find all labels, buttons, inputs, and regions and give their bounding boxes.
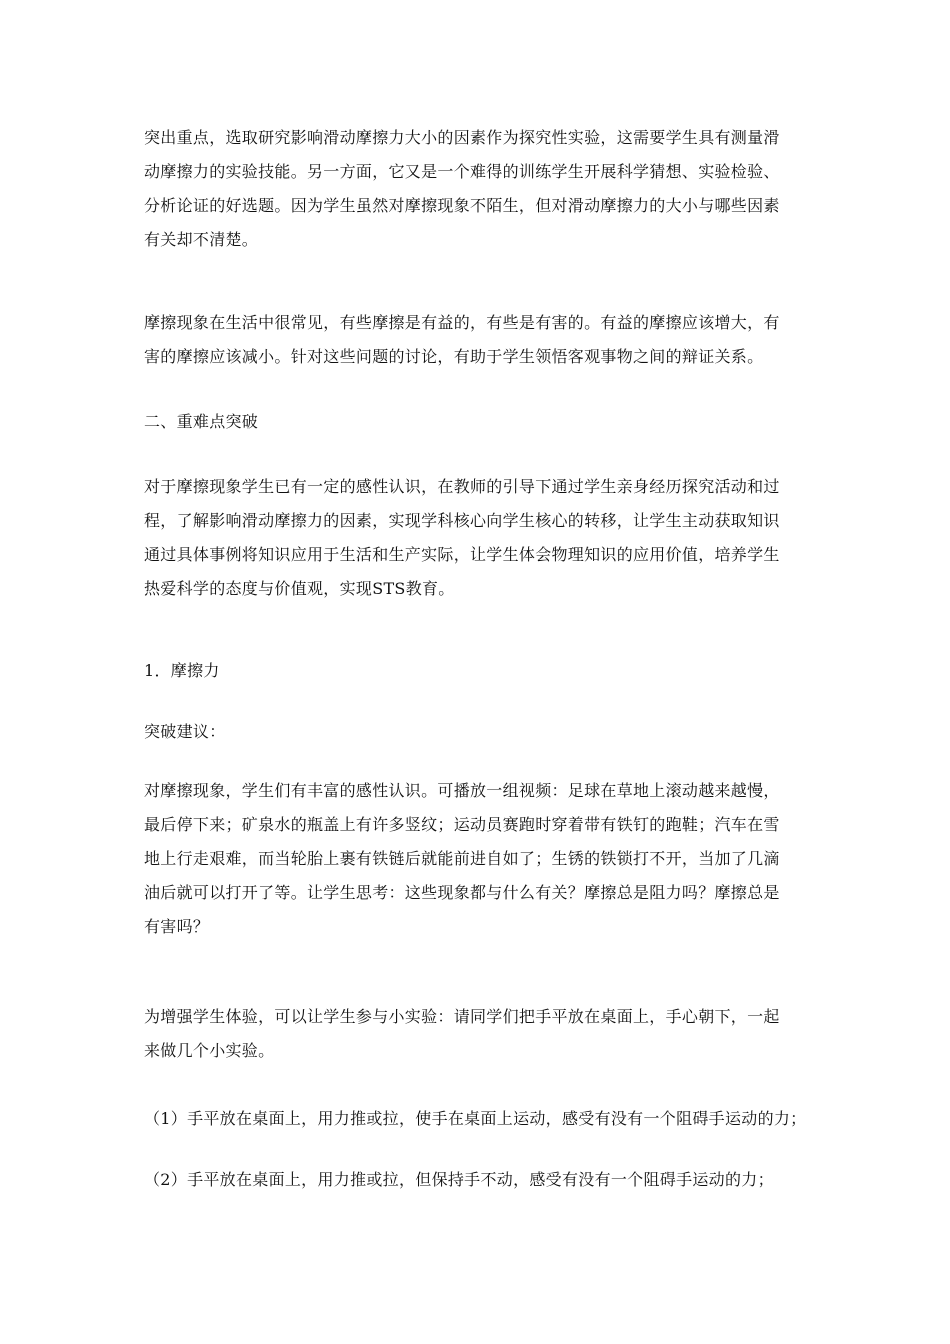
- text-line: 程，了解影响滑动摩擦力的因素，实现学科核心向学生核心的转移，让学生主动获取知识: [144, 511, 780, 530]
- paragraph-small-experiment: [144, 1000, 816, 1068]
- text-line: 对摩擦现象，学生们有丰富的感性认识。可播放一组视频：足球在草地上滚动越来越慢，: [144, 781, 780, 800]
- section-heading-key-points: [144, 405, 816, 439]
- text-line: 最后停下来；矿泉水的瓶盖上有许多竖纹；运动员赛跑时穿着带有铁钉的跑鞋；汽车在雪: [144, 815, 780, 834]
- text-line: 热爱科学的态度与价值观，实现STS教育。: [144, 579, 455, 598]
- text-line: 地上行走艰难，而当轮胎上裹有铁链后就能前进自如了；生锈的铁锁打不开，当加了几滴: [144, 849, 780, 868]
- text-line: （2）手平放在桌面上，用力推或拉，但保持手不动，感受有没有一个阻碍手运动的力；: [144, 1170, 774, 1189]
- experiment-step-1: [144, 1102, 824, 1136]
- text-line: 对于摩擦现象学生已有一定的感性认识，在教师的引导下通过学生亲身经历探究活动和过: [144, 477, 780, 496]
- text-line: 突破建议：: [144, 722, 226, 741]
- text-line: 突出重点，选取研究影响滑动摩擦力大小的因素作为探究性实验，这需要学生具有测量滑: [144, 128, 780, 147]
- text-line: 害的摩擦应该减小。针对这些问题的讨论，有助于学生领悟客观事物之间的辩证关系。: [144, 347, 764, 366]
- label-breakthrough-suggestion: [144, 715, 816, 749]
- text-line: 通过具体事例将知识应用于生活和生产实际，让学生体会物理知识的应用价值，培养学生: [144, 545, 780, 564]
- text-line: 摩擦现象在生活中很常见，有些摩擦是有益的，有些是有害的。有益的摩擦应该增大，有: [144, 313, 780, 332]
- text-line: 来做几个小实验。: [144, 1041, 275, 1060]
- paragraph-experiment-focus: [144, 121, 816, 257]
- paragraph-inquiry-activity: [144, 470, 816, 606]
- heading-line: 1．摩擦力: [144, 661, 220, 680]
- heading-line: 二、重难点突破: [144, 412, 259, 431]
- text-line: 分析论证的好选题。因为学生虽然对摩擦现象不陌生，但对滑动摩擦力的大小与哪些因素: [144, 196, 780, 215]
- experiment-step-2: [144, 1163, 816, 1197]
- text-line: 油后就可以打开了等。让学生思考：这些现象都与什么有关？摩擦总是阻力吗？摩擦总是: [144, 883, 780, 902]
- subheading-friction: [144, 654, 816, 688]
- text-line: 有关却不清楚。: [144, 230, 259, 249]
- text-line: 为增强学生体验，可以让学生参与小实验：请同学们把手平放在桌面上，手心朝下，一起: [144, 1007, 780, 1026]
- text-line: 有害吗？: [144, 917, 210, 936]
- paragraph-friction-everyday: [144, 306, 816, 374]
- text-line: 动摩擦力的实验技能。另一方面，它又是一个难得的训练学生开展科学猜想、实验检验、: [144, 162, 780, 181]
- paragraph-video-examples: [144, 774, 816, 944]
- text-line: （1）手平放在桌面上，用力推或拉，使手在桌面上运动，感受有没有一个阻碍手运动的力；: [144, 1109, 807, 1128]
